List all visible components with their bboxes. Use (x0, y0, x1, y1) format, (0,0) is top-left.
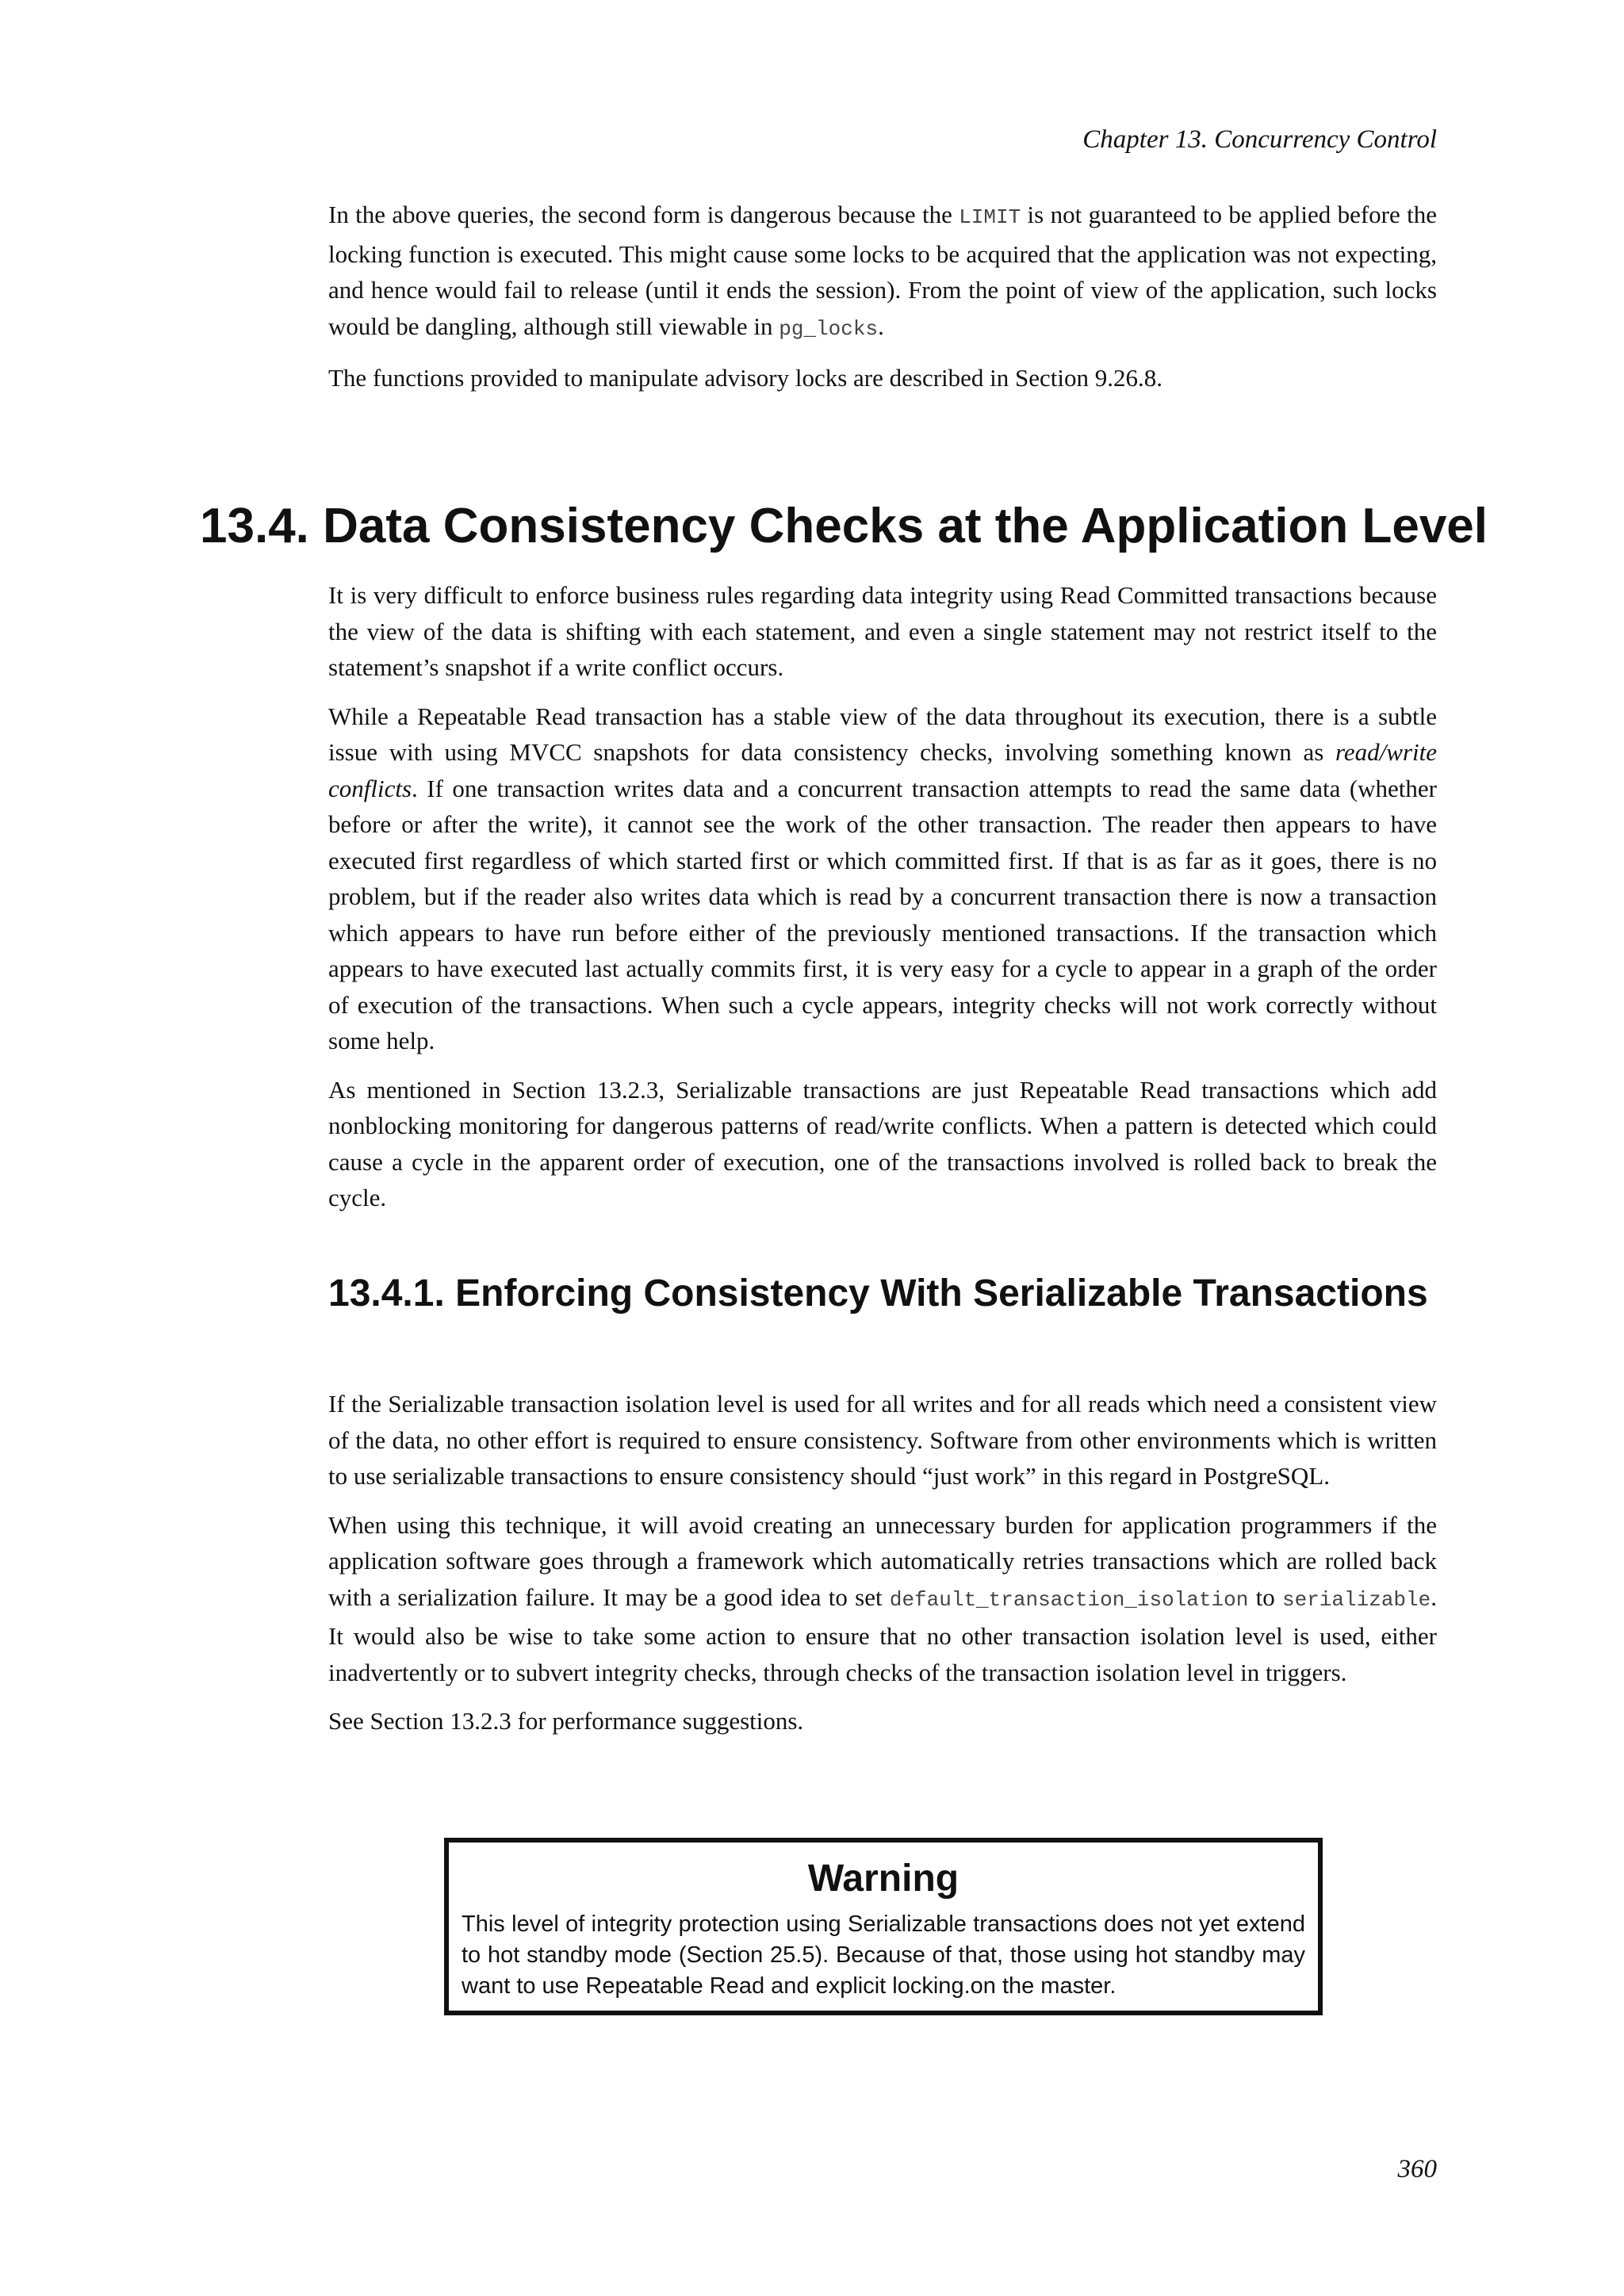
running-header: Chapter 13. Concurrency Control (1082, 125, 1437, 154)
serializable-code: serializable (1282, 1587, 1431, 1612)
intro-text-a: In the above queries, the second form is dangerous because the (328, 201, 959, 228)
subsection-p2-text-c: . It would also be wise to take some action to ensure that no other transaction isolation level is used, either inadvertently or to subvert integrity checks, through checks of the transaction isolation level in triggers. (328, 1582, 1437, 1686)
pg-locks-code: pg_locks (779, 316, 879, 341)
section-paragraph-1: It is very difficult to enforce business rules regarding data integrity using Read Committed transactions because the view of the data is shifting with each statement, and even a single statement may not restrict itself to the statement’s snapshot if a write conflict occurs. (328, 581, 1437, 681)
default-transaction-isolation-code: default_transaction_isolation (889, 1587, 1249, 1612)
page-number: 360 (1397, 2155, 1437, 2183)
warning-title: Warning (807, 1858, 959, 1900)
warning-box (444, 1838, 1323, 2015)
subsection-p2-text-b: to (1248, 1582, 1282, 1611)
intro-text-b: is not guaranteed to be applied before the locking function is executed. This might cause some locks to be acquired that the application was not expecting, and hence would fail to release (until it ends the session). From the point of view of the application, such locks would be dangling, although still viewable in (328, 201, 1437, 340)
subsection-p2-text-a: When using this technique, it will avoid creating an unnecessary burden for application programmers if the application software goes through a framework which automatically retries transactions which are rolled back with a serialization failure. It may be a good idea to set (328, 1510, 1437, 1611)
intro-text-c: . (878, 312, 884, 340)
warning-body: This level of integrity protection using Serializable transactions does not yet extend to hot standby mode (Section 25.5). Because of that, those using hot standby may want to use Repeatable Read and explicit locking.on the master. (462, 1911, 1305, 1999)
subsection-paragraph-2 (328, 1507, 1437, 1691)
subsection-body (328, 1386, 1437, 1739)
section-body (328, 577, 1437, 1216)
subsection-paragraph-1: If the Serializable transaction isolation level is used for all writes and for all reads which need a consistent view of the data, no other effort is required to ensure consistency. Software from other environments which is written to use serializable transactions to ensure consistency should “just work” in this regard in PostgreSQL. (328, 1390, 1437, 1490)
section-p2-text-a: While a Repeatable Read transaction has a stable view of the data throughout its execution, there is a subtle issue with using MVCC snapshots for data consistency checks, involving something known as (328, 702, 1437, 766)
intro-paragraph-2: The functions provided to manipulate advisory locks are described in Section 9.26.8. (328, 364, 1163, 392)
intro-paragraph-1 (328, 197, 1437, 347)
section-paragraph-3: As mentioned in Section 13.2.3, Serializable transactions are just Repeatable Read transactions which add nonblocking monitoring for dangerous patterns of read/write conflicts. When a pattern is detected which could cause a cycle in the apparent order of execution, one of the transactions involved is rolled back to break the cycle. (328, 1075, 1437, 1211)
subsection-paragraph-3: See Section 13.2.3 for performance suggestions. (328, 1707, 804, 1735)
section-p2-text-b: . If one transaction writes data and a concurrent transaction attempts to read the same data (whether before or after the write), it cannot see the work of the other transaction. The reader then appears to have executed first regardless of which started first or which committed first. If that is as far as it goes, there is no problem, but if the reader also writes data which is read by a concurrent transaction there is now a transaction which appears to have run before either of the previously mentioned transactions. If the transaction which appears to have executed last actually commits first, it is very easy for a cycle to appear in a graph of the order of execution of the transactions. When such a cycle appears, integrity checks will not work correctly without some help. (328, 774, 1437, 1054)
intro-block (328, 197, 1437, 396)
section-title: 13.4. Data Consistency Checks at the Application Level (200, 499, 1488, 553)
section-paragraph-2 (328, 698, 1437, 1059)
limit-code: LIMIT (959, 205, 1021, 229)
read-write-conflicts-term: read/write conflicts (328, 738, 1437, 802)
subsection-title: 13.4.1. Enforcing Consistency With Serializable Transactions (328, 1272, 1428, 1314)
